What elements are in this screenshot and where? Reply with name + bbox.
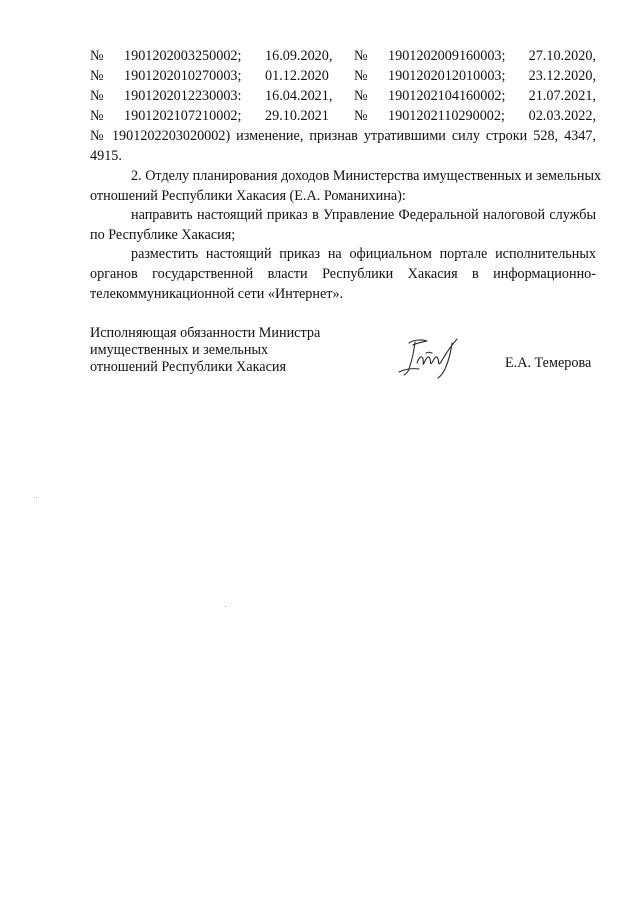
registry-number: 1901202003250002;: [124, 48, 242, 64]
registry-row: [90, 106, 596, 126]
scan-speck: [36, 497, 37, 498]
registry-date: 29.10.2021: [265, 108, 329, 124]
registry-date: 23.12.2020,: [528, 68, 596, 84]
number-sign: №: [354, 48, 368, 64]
signatory-title-line: отношений Республики Хакасия: [90, 359, 286, 375]
registry-date: 16.04.2021,: [265, 88, 333, 104]
number-sign: №: [90, 68, 104, 84]
paragraph-line: разместить настоящий приказ на официальном портале исполнительных: [131, 246, 596, 262]
registry-date: 27.10.2020,: [528, 48, 596, 64]
signatory-title-line: Исполняющая обязанности Министра: [90, 325, 321, 341]
registry-date: 21.07.2021,: [528, 88, 596, 104]
number-sign: №: [90, 108, 104, 124]
signatory-title: [90, 325, 350, 376]
registry-number: 1901202110290002;: [388, 108, 505, 124]
paragraph-line: 4915.: [90, 148, 122, 164]
paragraph-line: по Республике Хакасия;: [90, 227, 236, 243]
number-sign: №: [90, 48, 104, 64]
registry-number: 1901202104160002;: [388, 88, 506, 104]
number-sign: №: [90, 88, 104, 104]
signatory-title-line: имущественных и земельных: [90, 342, 269, 358]
registry-row: [90, 86, 596, 106]
paragraph-line: № 1901202203020002) изменение, признав утратившими силу строки 528, 4347,: [90, 128, 596, 144]
registry-row: [90, 46, 596, 66]
paragraph-line: направить настоящий приказ в Управление Федеральной налоговой службы: [131, 207, 596, 223]
registry-number: 1901202012010003;: [388, 68, 506, 84]
scan-speck: [225, 606, 226, 607]
registry-number: 1901202009160003;: [388, 48, 506, 64]
number-sign: №: [354, 108, 368, 124]
registry-number: 1901202012230003:: [124, 88, 242, 104]
number-sign: №: [354, 68, 368, 84]
registry-number: 1901202107210002;: [124, 108, 242, 124]
registry-date: 01.12.2020: [265, 68, 329, 84]
signatory-name: Е.А. Темерова: [505, 355, 592, 371]
number-sign: №: [354, 88, 368, 104]
registry-date: 16.09.2020,: [265, 48, 333, 64]
paragraph-line: телекоммуникационной сети «Интернет».: [90, 286, 344, 302]
handwritten-signature: [395, 333, 467, 381]
registry-number: 1901202010270003;: [124, 68, 242, 84]
paragraph-line: отношений Республики Хакасия (Е.А. Романихина):: [90, 188, 406, 204]
registry-row: [90, 66, 596, 86]
paragraph-line: органов государственной власти Республики Хакасия в информационно-: [90, 266, 596, 282]
paragraph-line: 2. Отделу планирования доходов Министерства имущественных и земельных: [131, 168, 602, 184]
registry-date: 02.03.2022,: [528, 108, 596, 124]
